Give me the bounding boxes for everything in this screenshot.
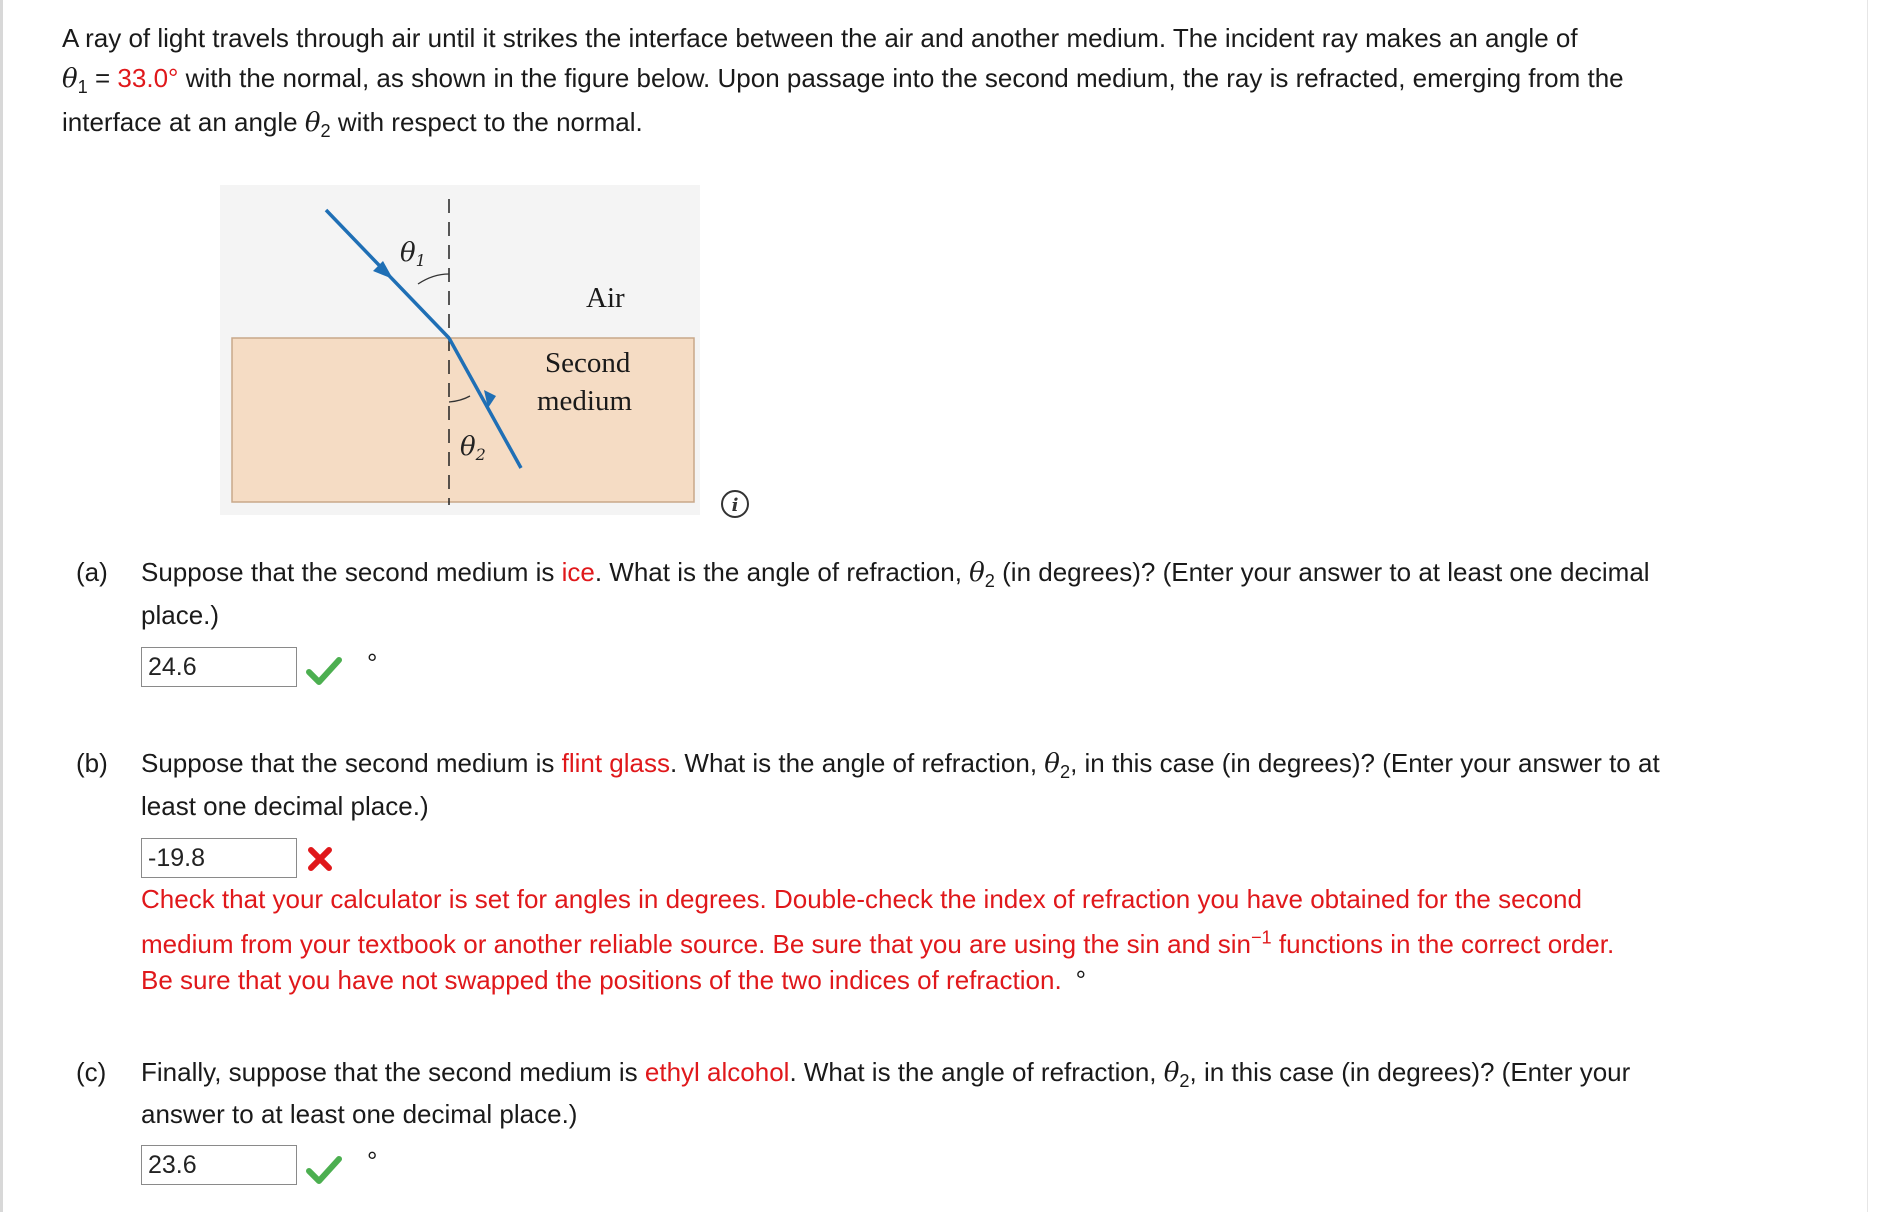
part-b-medium: flint glass	[561, 748, 670, 778]
check-icon	[306, 1155, 342, 1185]
theta-symbol: θ	[1163, 1058, 1180, 1088]
part-b-feedback-3: Be sure that you have not swapped the positions of the two indices of refraction.	[141, 965, 1062, 995]
part-b-question-line-1	[141, 747, 1660, 783]
intro-line-2	[62, 62, 1624, 98]
theta2-label: θ2	[460, 432, 486, 464]
part-c-text-post2: , in this case (in degrees)? (Enter your	[1189, 1057, 1631, 1087]
theta1-label: θ1	[400, 238, 426, 270]
theta-sub-2: 2	[1179, 1071, 1190, 1092]
info-button[interactable]	[720, 489, 750, 519]
part-a-text-post: . What is the angle of refraction,	[594, 557, 970, 587]
intro-line-3	[62, 106, 643, 142]
intro-text-2: with the normal, as shown in the figure below. Upon passage into the second medium, the ray is refracted, emerging from the	[178, 63, 1624, 93]
theta-sub-1: 1	[77, 77, 88, 98]
theta-symbol: θ	[62, 64, 78, 94]
part-c-question-line-1	[141, 1056, 1631, 1092]
part-b-feedback-line-2	[141, 928, 1614, 960]
second-medium-label-1: Second	[545, 347, 631, 379]
part-c-text-pre: Finally, suppose that the second medium is	[141, 1057, 645, 1087]
part-b-answer-input[interactable]	[141, 838, 297, 878]
part-c-answer-input[interactable]	[141, 1145, 297, 1185]
part-a-text-post2: (in degrees)? (Enter your answer to at least one decimal	[994, 557, 1650, 587]
part-b-text-post2: , in this case (in degrees)? (Enter your answer to at	[1070, 748, 1660, 778]
intro-text-1: A ray of light travels through air until it strikes the interface between the air and another medium. The incident ray makes an angle of	[62, 23, 1578, 53]
part-c-label: (c)	[76, 1057, 107, 1087]
part-b-feedback-2-post: functions in the correct order.	[1271, 929, 1615, 959]
theta-sub-2: 2	[984, 571, 995, 592]
part-b-feedback-sup: −1	[1250, 927, 1272, 948]
part-b-label: (b)	[76, 748, 108, 778]
part-a-text-pre: Suppose that the second medium is	[141, 557, 562, 587]
part-c-question-line-2: answer to at least one decimal place.)	[141, 1099, 578, 1129]
part-b-feedback-line-1: Check that your calculator is set for angles in degrees. Double-check the index of refraction you have obtained for the second	[141, 884, 1582, 914]
theta-symbol: θ	[969, 558, 985, 588]
part-b-text-pre: Suppose that the second medium is	[141, 748, 562, 778]
part-a-question-line-2: place.)	[141, 600, 220, 630]
part-b-feedback-2-pre: medium from your textbook or another reliable source. Be sure that you are using the sin and sin	[141, 929, 1251, 959]
part-a-medium: ice	[561, 557, 595, 587]
air-label: Air	[586, 282, 625, 314]
intro-text-3b: with respect to the normal.	[330, 107, 643, 137]
part-a-question-line-1	[141, 556, 1650, 592]
part-b-text-post: . What is the angle of refraction,	[669, 748, 1045, 778]
svg-text:i: i	[731, 495, 739, 516]
part-c-text-post: . What is the angle of refraction,	[789, 1057, 1164, 1087]
part-a-answer-input[interactable]	[141, 647, 297, 687]
part-b-unit: °	[1075, 965, 1087, 995]
incident-angle-value: 33.0°	[117, 63, 179, 93]
part-a-unit: °	[367, 648, 378, 678]
theta-sub-2: 2	[1059, 762, 1071, 783]
refraction-figure	[220, 185, 700, 515]
theta-symbol: θ	[304, 108, 321, 138]
part-c-unit: °	[367, 1146, 378, 1176]
equals-sign: =	[87, 63, 118, 93]
part-b-feedback-line-3	[141, 964, 1086, 996]
check-icon	[306, 656, 342, 686]
part-b-question-line-2: least one decimal place.)	[141, 791, 429, 821]
refraction-diagram	[220, 185, 700, 515]
intro-line-1	[62, 22, 1578, 54]
part-a-label: (a)	[76, 557, 108, 587]
intro-text-3a: interface at an angle	[62, 107, 305, 137]
info-icon	[720, 489, 750, 519]
theta-sub-2: 2	[320, 121, 331, 142]
cross-icon	[307, 846, 333, 872]
theta-symbol: θ	[1044, 749, 1060, 779]
part-c-medium: ethyl alcohol	[644, 1057, 790, 1087]
second-medium-label-2: medium	[537, 385, 633, 417]
